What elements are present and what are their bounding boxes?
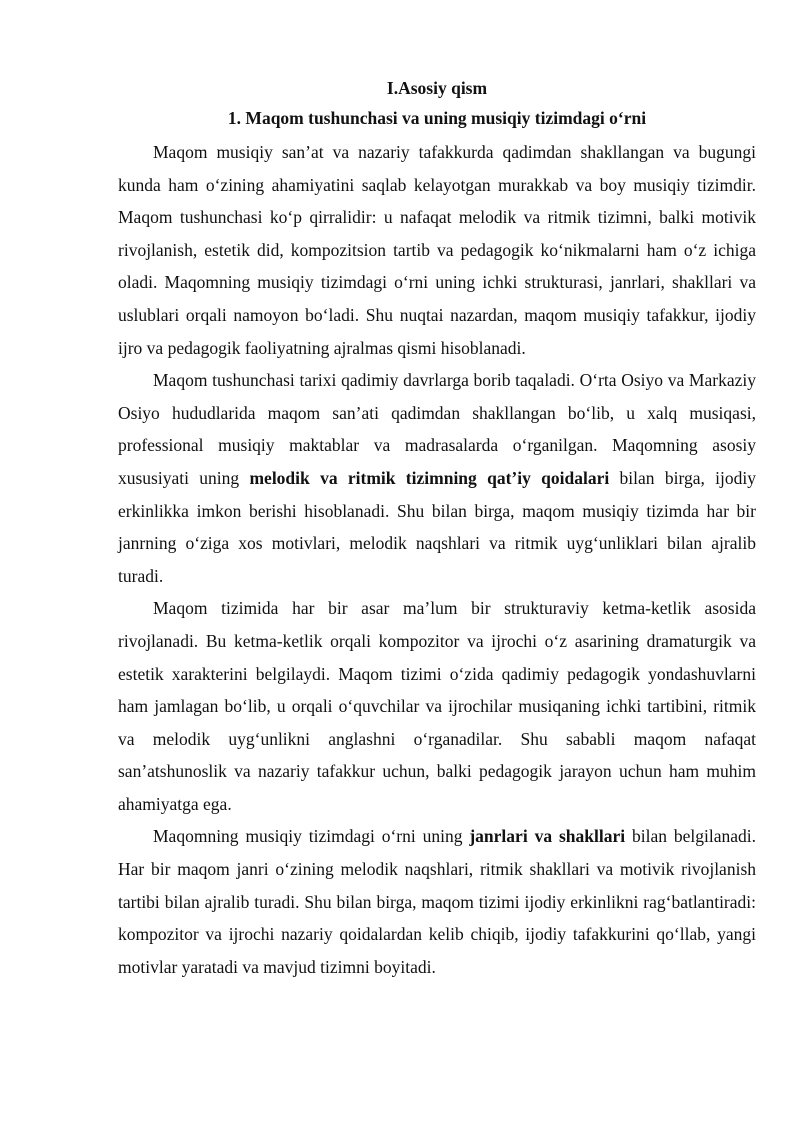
paragraph-1 [118, 136, 756, 364]
part-title: I.Asosiy qism [386, 78, 488, 98]
paragraph-text: bilan belgilanadi. Har bir maqom janri o‘zining melodik naqshlari, ritmik shakllari va motivik rivojlanish tartibi bilan ajralib turadi. Shu bilan birga, maqom tizimi ijodiy erkinlikni rag‘batlantiradi: kompozitor va ijrochi nazariy qoidalardan kelib chiqib, ijodiy tafakkurini qo‘llab, yangi motivlar yaratadi va mavjud tizimni boyitadi. [118, 826, 756, 977]
paragraph-text: Maqom tushunchasi tarixi qadimiy davrlarga borib taqaladi. O‘rta Osiyo va Markaziy Osiyo hududlarida maqom san’ati qadimdan shakllangan bo‘lib, u xalq musiqasi, professional musiqiy maktablar va madrasalarda o‘rganilgan. Maqomning asosiy xususiyati uning [118, 370, 756, 488]
bold-emphasis: melodik va ritmik tizimning qat’iy qoidalari [249, 467, 610, 488]
paragraph-text: Maqom tizimida har bir asar ma’lum bir strukturaviy ketma-ketlik asosida rivojlanadi. Bu ketma-ketlik orqali kompozitor va ijrochi o‘z asarining dramaturgik va estetik xarakterini belgilaydi. Maqom tizimi o‘zida qadimiy pedagogik yondashuvlarni ham jamlagan bo‘lib, u orqali o‘quvchilar va ijrochilar musiqaning ichki tartibini, ritmik va melodik uyg‘unlikni anglashni o‘rganadilar. Shu sababli maqom nafaqat san’atshunoslik va nazariy tafakkur uchun, balki pedagogik jarayon uchun ham muhim ahamiyatga ega. [118, 598, 756, 814]
paragraph-text: bilan birga, ijodiy erkinlikka imkon berishi hisoblanadi. Shu bilan birga, maqom musiqiy tizimda har bir janrning o‘ziga xos motivlari, melodik naqshlari va ritmik uyg‘unliklari bilan ajralib turadi. [118, 467, 757, 586]
paragraph-text: Maqom musiqiy san’at va nazariy tafakkurda qadimdan shakllangan va bugungi kunda ham o‘zining ahamiyatini saqlab kelayotgan murakkab va boy musiqiy tizimdir. Maqom tushunchasi ko‘p qirralidir: u nafaqat melodik va ritmik tizimni, balki motivik rivojlanish, estetik did, kompozitsion tartib va pedagogik ko‘nikmalarni ham o‘z ichiga oladi. Maqomning musiqiy tizimdagi o‘rni uning ichki strukturasi, janrlari, shakllari va uslublari orqali namoyon bo‘ladi. Shu nuqtai nazardan, maqom musiqiy tafakkur, ijodiy ijro va pedagogik faoliyatning ajralmas qismi hisoblanadi. [118, 142, 756, 358]
paragraph-text: Maqomning musiqiy tizimdagi o‘rni uning [153, 826, 470, 847]
bold-emphasis: janrlari va shakllari [469, 826, 626, 847]
paragraph-4 [118, 820, 756, 983]
paragraph-3 [118, 592, 756, 820]
paragraph-2 [118, 364, 756, 592]
document-page [118, 74, 756, 983]
section-title: 1. Maqom tushunchasi va uning musiqiy tizimdagi o‘rni [227, 108, 647, 128]
